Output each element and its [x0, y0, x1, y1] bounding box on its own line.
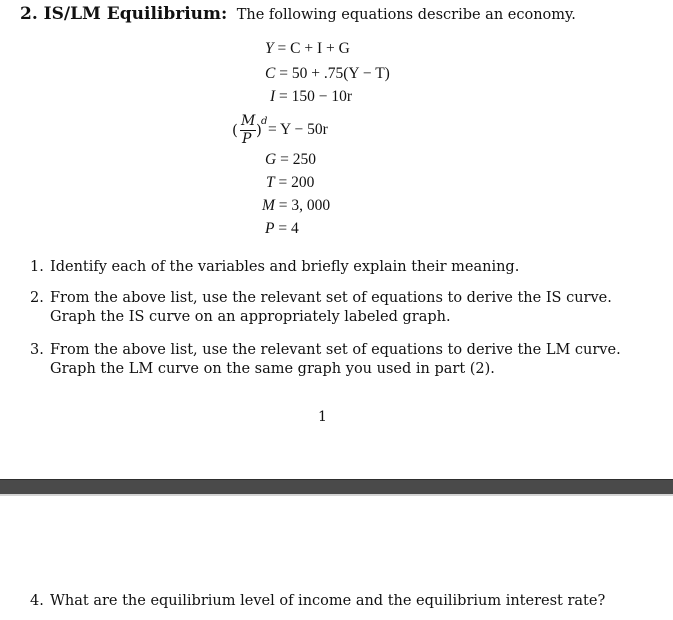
question-3: [30, 341, 650, 379]
superscript-d: d: [261, 116, 268, 127]
fraction-denominator: P: [242, 131, 252, 147]
equation-lhs: I: [270, 88, 276, 105]
fraction-numerator: M: [241, 113, 256, 129]
paren-close: ): [256, 121, 262, 139]
equation-rhs: = Y − 50r: [268, 121, 328, 138]
equation-income: [265, 40, 350, 58]
equation-rhs: = 250: [276, 151, 316, 168]
equation-price-level: [265, 220, 299, 238]
question-text: From the above list, use the relevant set of equations to derive the IS curve. Graph the IS curve on an appropriately labeled graph.: [50, 290, 612, 325]
equation-investment: [270, 88, 352, 106]
question-number: 1.: [30, 259, 44, 275]
paren-open: (: [232, 121, 238, 139]
equation-rhs: = 4: [274, 220, 299, 237]
page-number: 1: [318, 409, 327, 425]
equation-rhs: = 200: [274, 174, 315, 191]
question-number: 3.: [30, 342, 44, 358]
equation-government: [265, 151, 316, 169]
equation-lhs: M: [262, 197, 275, 214]
question-text: What are the equilibrium level of income and the equilibrium interest rate?: [50, 593, 606, 609]
equation-rhs: = 50 + .75(Y − T): [275, 65, 390, 82]
equation-taxes: [266, 174, 314, 192]
problem-intro: The following equations describe an economy.: [236, 7, 576, 23]
equation-rhs: = 150 − 10r: [275, 88, 353, 105]
equation-lhs: P: [265, 220, 275, 237]
equation-rhs: = C + I + G: [273, 40, 350, 57]
problem-title: 2. IS/LM Equilibrium:: [20, 4, 228, 24]
question-4: [30, 592, 650, 611]
equation-money-supply: [262, 197, 330, 215]
equation-lhs: Y: [265, 40, 274, 57]
equation-money-demand: [268, 121, 328, 139]
equation-lhs: C: [265, 65, 276, 82]
question-text: Identify each of the variables and briefly explain their meaning.: [50, 259, 520, 275]
equation-lhs: G: [265, 151, 277, 168]
question-1: [30, 258, 650, 277]
question-number: 2.: [30, 290, 44, 306]
equation-consumption: [265, 65, 390, 83]
page-break-shadow: [0, 494, 673, 496]
page-break-bar: [0, 479, 673, 495]
question-2: [30, 289, 650, 327]
equation-rhs: = 3, 000: [274, 197, 331, 214]
equation-lhs: T: [266, 174, 275, 191]
problem-heading: [20, 4, 576, 24]
money-demand-fraction: [232, 113, 266, 149]
question-number: 4.: [30, 593, 44, 609]
question-text: From the above list, use the relevant set of equations to derive the LM curve. Graph the LM curve on the same graph you used in part (2).: [50, 342, 621, 377]
